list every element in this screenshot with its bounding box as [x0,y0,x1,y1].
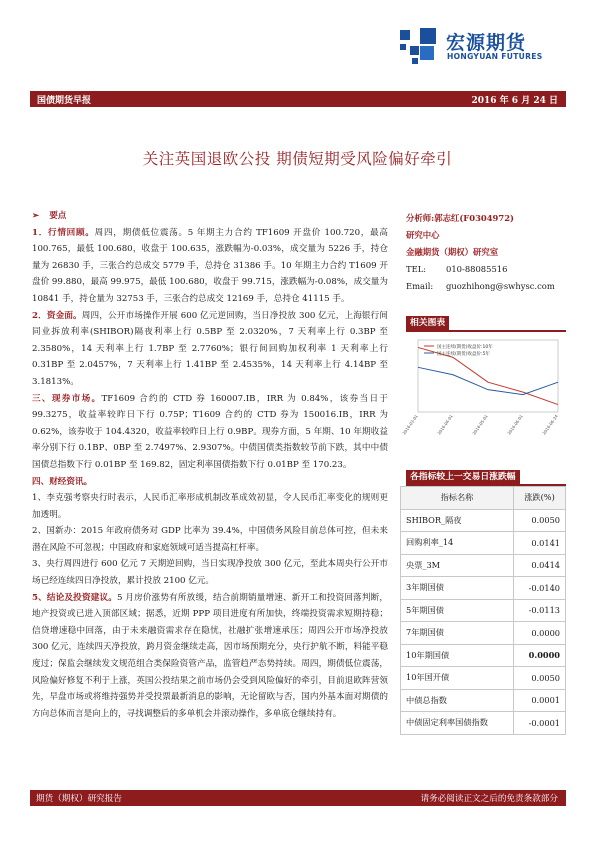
indicator-change: 0.0414 [514,554,566,577]
table-row [401,622,566,645]
indicator-name: 中债总指数 [401,689,514,712]
table-row [401,554,566,577]
indicator-name: 央票_3M [401,554,514,577]
indicator-change: -0.0001 [514,712,566,735]
section-body: 周四，公开市场操作开展 600 亿元逆回购，当日净投放 300 亿元，上海银行间同业拆放利率(SHIBOR)隔夜利率上行 0.5BP 至 2.0320%，7 天利率上行 0.3BP 至 2.3580%，14 天利率上行 1.7BP 至 2.7760%；银行间回购加权利率 1 天利率上行 0.31BP 至 2.0457%，7 天利率上行 1.41BP 至 2.4535%，14 天利率上行 4.14BP 至 3.1813%。 [32,310,388,387]
email-link[interactable]: guozhihong@swhysc.com [446,281,555,291]
indicator-change: 0.0050 [514,667,566,690]
section-body: 5 月房价涨势有所放缓，结合前期销量增速、新开工和投资回落判断，地产投资或已进入顶部区域；据悉，近期 PPP 项目进度有所加快，终端投资需求短期持稳；信贷增速稳中回落，由于未来融资需求存在隐忧，社融扩张增速承压；周四公开市场净投放 300 亿元，连续四天净投放，跨月资金继续走高，因市场预期充分，央行护航不断，料能平稳度过；保监会继续发文规范组合类保险资管产品，监管趋严态势持续。周四，期债低位震荡，风险偏好修复不利于上涨，英国公投结果之前市场仍会受到风险偏好的牵引，目前退欧阵营领先，早盘市场或将维持强势并受投票最新消息的影响，无论留欧与否，国内外基本面对期债的方向总体而言是向上的，寻找调整后的多单机会并滚动操作，多单底仓继续持有。 [32,592,389,719]
legend-label-0: 国主连续(期货)收盘价:10年 [437,345,493,350]
email-label: Email: [406,281,434,291]
table-row [401,532,566,555]
table-header-name: 指标名称 [401,487,514,510]
indicator-change: -0.0140 [514,577,566,600]
report-type: 国债期货早报 [37,96,92,106]
section-head: 四、财经资讯。 [32,476,93,487]
footer-bar [30,790,566,806]
logo-chinese-name: 宏源期货 [446,32,527,54]
bond-futures-chart [401,334,560,436]
header-bar [30,91,566,107]
report-title: 关注英国退欧公投 期债短期受风险偏好牵引 [142,150,453,168]
section-liquidity [32,308,388,391]
news-item: 3、央行周四进行 600 亿元 7 天期逆回购，当日实现净投放 300 亿元，至此本周央行公开市场已经连续四日净投放，累计投放 2100 亿元。 [32,559,388,587]
footer-disclaimer: 请务必阅读正文之后的免责条款部分 [420,794,558,804]
table-row [401,667,566,690]
footer-left: 期货（期权）研究报告 [36,794,122,804]
x-tick-label: 2016-03-01 [401,413,419,436]
indicator-change: -0.0113 [514,599,566,622]
section-cash-bonds [32,391,388,474]
indicator-name: 7年期国债 [401,622,514,645]
table-header-change: 涨跌(%) [514,487,566,510]
x-tick-label: 2016-04-01 [436,413,454,436]
indicator-table [400,486,566,735]
indicator-name: SHIBOR_隔夜 [401,509,514,532]
tel-label: TEL: [406,264,427,274]
research-office: 金融期货（期权）研究室 [406,247,499,257]
report-date: 2016 年 6 月 24 日 [471,96,558,106]
research-center: 研究中心 [406,230,440,240]
chart-section-line [406,330,566,332]
section-body: TF1609 合约的 CTD 券 160007.IB，IRR 为 0.84%，该券当日于 99.3275，收益率较昨日下行 0.75P；T1609 合约的 CTD 券为 150016.IB，IRR 为 0.62%，该券收于 104.4320，收益率较昨日上行 0.9BP。现券方面，5 年期、10 年期收益率分别下行 0.1BP、0BP 至 2.7497%、2.9307%。中债国债类指数较节前下跌，其中中债国债总指数下行 0.01BP 至 169.82，固定利率国债指数下行 0.01BP 至 170.23。 [32,393,388,470]
x-tick-label: 2016-05-01 [471,413,489,436]
section-head: 5、结论及投资建议。 [32,592,117,603]
section-market-review [32,225,388,308]
table-section-label: 各指标较上一交易日涨跌幅 [406,470,520,485]
news-item: 2、国新办：2015 年政府债务对 GDP 比率为 39.4%，中国债务风险目前总体可控，但未来潜在风险不可忽视；中国政府和家庭领域可适当提高杠杆率。 [32,526,388,553]
arrow-icon: ➢ [32,211,40,221]
logo-english-name: HONGYUAN FUTURES [447,52,543,61]
indicator-change: 0.0000 [514,644,566,667]
series-line-1 [418,367,558,394]
table-row [401,509,566,532]
tel-row [406,261,566,278]
section-conclusion [32,590,388,723]
indicator-name: 3年期国债 [401,577,514,600]
indicator-change: 0.0000 [514,622,566,645]
section-head: 1．行情回顾。 [32,227,95,238]
analyst-name: 分析师:郭志红(F0304972) [406,213,515,223]
indicator-name: 5年期国债 [401,599,514,622]
section-news-head [32,474,388,491]
section-head: 2．资金面。 [32,310,82,321]
legend-label-1: 国主连续(期货)收盘价:5年 [437,352,490,357]
table-row [401,712,566,735]
chart-section-label: 相关图表 [406,316,449,331]
indicator-change: 0.0001 [514,689,566,712]
news-item: 1、李克强考察央行时表示，人民币汇率形成机制改革成效初显，令人民币汇率变化的规则更加透明。 [32,493,388,520]
indicator-name: 中债固定利率国债指数 [401,712,514,735]
x-tick-label: 2016-06-24 [541,413,559,436]
tel-value: 010-88085516 [446,264,508,274]
table-row [401,577,566,600]
main-content [32,208,388,722]
table-row [401,599,566,622]
chart-frame [418,340,558,412]
indicator-name: 10年期国债 [401,644,514,667]
email-row [406,278,566,295]
company-logo [398,24,558,68]
section-body: 周四，期债低位震荡。5 年期主力合约 TF1609 开盘价 100.720，最高 100.765，最低 100.680，收盘于 100.635，涨跌幅为-0.03%，成交量为 5226 手，持仓量为 26830 手，三张合约总成交 5779 手，总持仓 31386 手。10 年期主力合约 T1609 开盘价 99.880，最高 99.975，最低 100.680，收盘于 99.715，涨跌幅为-0.08%，成交量为 10841 手，持仓量为 32753 手，三张合约总成交 12169 手，总持仓 41115 手。 [32,227,389,304]
indicator-name: 10年国开债 [401,667,514,690]
key-points-heading [32,208,388,225]
indicator-change: 0.0050 [514,509,566,532]
indicator-name: 回购利率_14 [401,532,514,555]
key-points-label: 要点 [49,211,67,221]
x-tick-label: 2016-06-01 [506,413,524,436]
indicator-change: 0.0141 [514,532,566,555]
table-header-row [401,487,566,510]
table-row [401,644,566,667]
author-info [406,210,566,295]
table-row [401,689,566,712]
section-head: 三、现券市场。 [32,393,102,404]
logo-mark-icon [398,24,442,68]
